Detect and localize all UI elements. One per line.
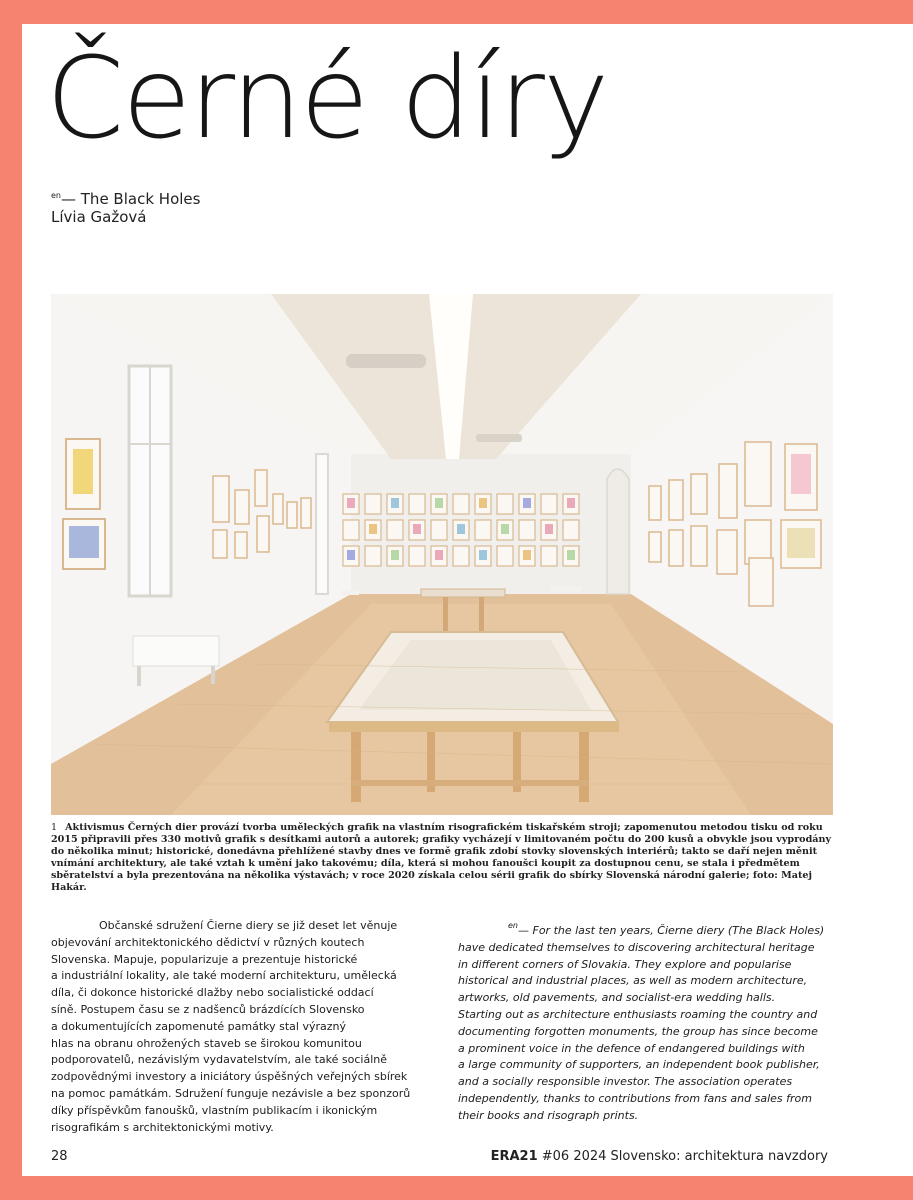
en-line: a large community of supporters, an independent book publisher, <box>458 1058 820 1072</box>
cz-line: díky příspěvkům fanoušků, vlastním publikacím i ikonickým <box>51 1103 378 1117</box>
en-line: their books and risograph prints. <box>458 1108 639 1122</box>
en-line: historical and industrial places, as well as modern architecture, <box>458 974 808 988</box>
cz-line: díla, či dokonce historické dlažby nebo socialistické oddací <box>51 986 374 1000</box>
en-line: Starting out as architecture enthusiasts roaming the country and <box>458 1007 818 1021</box>
cz-line: Občanské sdružení Čierne diery se již deset let věnuje <box>99 919 398 932</box>
cz-line: hlas na obranu ohrožených staveb se širokou komunitou <box>51 1036 362 1050</box>
en-line: documenting forgotten monuments, the group has since become <box>458 1024 818 1038</box>
en-line: and a socially responsible investor. The association operates <box>458 1075 793 1089</box>
article-title: Černé díry <box>46 34 608 164</box>
magazine-name: ERA21 <box>490 1149 538 1164</box>
cz-line: a industriální lokality, ale také moderní architekturu, umělecká <box>51 969 397 983</box>
magazine-page <box>22 24 913 1176</box>
cz-line: síně. Postupem času se z nadšenců brázdících Slovensko <box>51 1002 365 1016</box>
cz-line: zodpovědnými investory a iniciátory úspěšných veřejných sbírek <box>51 1070 408 1084</box>
english-subtitle <box>51 186 200 209</box>
body-text-czech <box>51 918 423 1136</box>
cz-line: a dokumentujících zapomenuté památky stal výrazný <box>51 1019 347 1033</box>
body-text-english <box>458 918 828 1125</box>
en-line-first <box>458 918 828 940</box>
subtitle-text: — The Black Holes <box>61 190 201 208</box>
page-number: 28 <box>51 1149 68 1164</box>
en-line: have dedicated themselves to discovering architectural heritage <box>458 940 815 954</box>
caption-number: 1 <box>51 822 58 833</box>
caption-text: Aktivismus Černých dier provází tvorba uměleckých grafik na vlastním risografickém tiskařském stroji; zapomenutou metodou tisku od roku 2015 připravili přes 330 motivů grafik s desítkami autorů a autorek; grafiky vycházejí v limitovaném počtu do 200 kusů a obvykle jsou vyprodány do několika minut; historické, donedávna přehlížené stavby dnes ve formě grafik zdobí stovky slovenských interiérů; takto se daří nejen měnit vnímání architektury, ale také vztah k umění jako takovému; díla, která si mohou fanoušci koupit za dostupnou cenu, se stala i předmětem sběratelství a byla prezentována na několika výstavách; v roce 2020 získala celou sérii grafik do sbírky Slovenská národní galerie; foto: Matej Hakár. <box>51 822 832 893</box>
cz-line: podporovatelů, nezávislým vydavatelstvím, ale také sociálně <box>51 1053 388 1067</box>
en-line: — For the last ten years, Čierne diery (The Black Holes) <box>518 924 825 937</box>
author-name: Lívia Gažová <box>51 208 147 226</box>
cz-line: na pomoc památkám. Sdružení funguje nezávisle a bez sponzorů <box>51 1086 411 1100</box>
cz-line: objevování architektonického dědictví v různých koutech <box>51 935 365 949</box>
en-line: in different corners of Slovakia. They explore and popularise <box>458 957 792 971</box>
gallery-photo <box>51 294 833 815</box>
en-line: artworks, old pavements, and socialist-era wedding halls. <box>458 991 776 1005</box>
en-marker: en <box>51 191 61 200</box>
issue-info: #06 2024 Slovensko: architektura navzdory <box>541 1149 828 1164</box>
cz-line: risografikám s architektonickými motivy. <box>51 1120 274 1134</box>
running-footer <box>491 1149 828 1164</box>
cz-line: Slovenska. Mapuje, popularizuje a prezentuje historické <box>51 952 358 966</box>
en-marker: en <box>508 921 518 930</box>
en-line: independently, thanks to contributions from fans and sales from <box>458 1091 812 1105</box>
photo-caption <box>51 822 833 894</box>
en-line: a prominent voice in the defence of endangered buildings with <box>458 1041 805 1055</box>
